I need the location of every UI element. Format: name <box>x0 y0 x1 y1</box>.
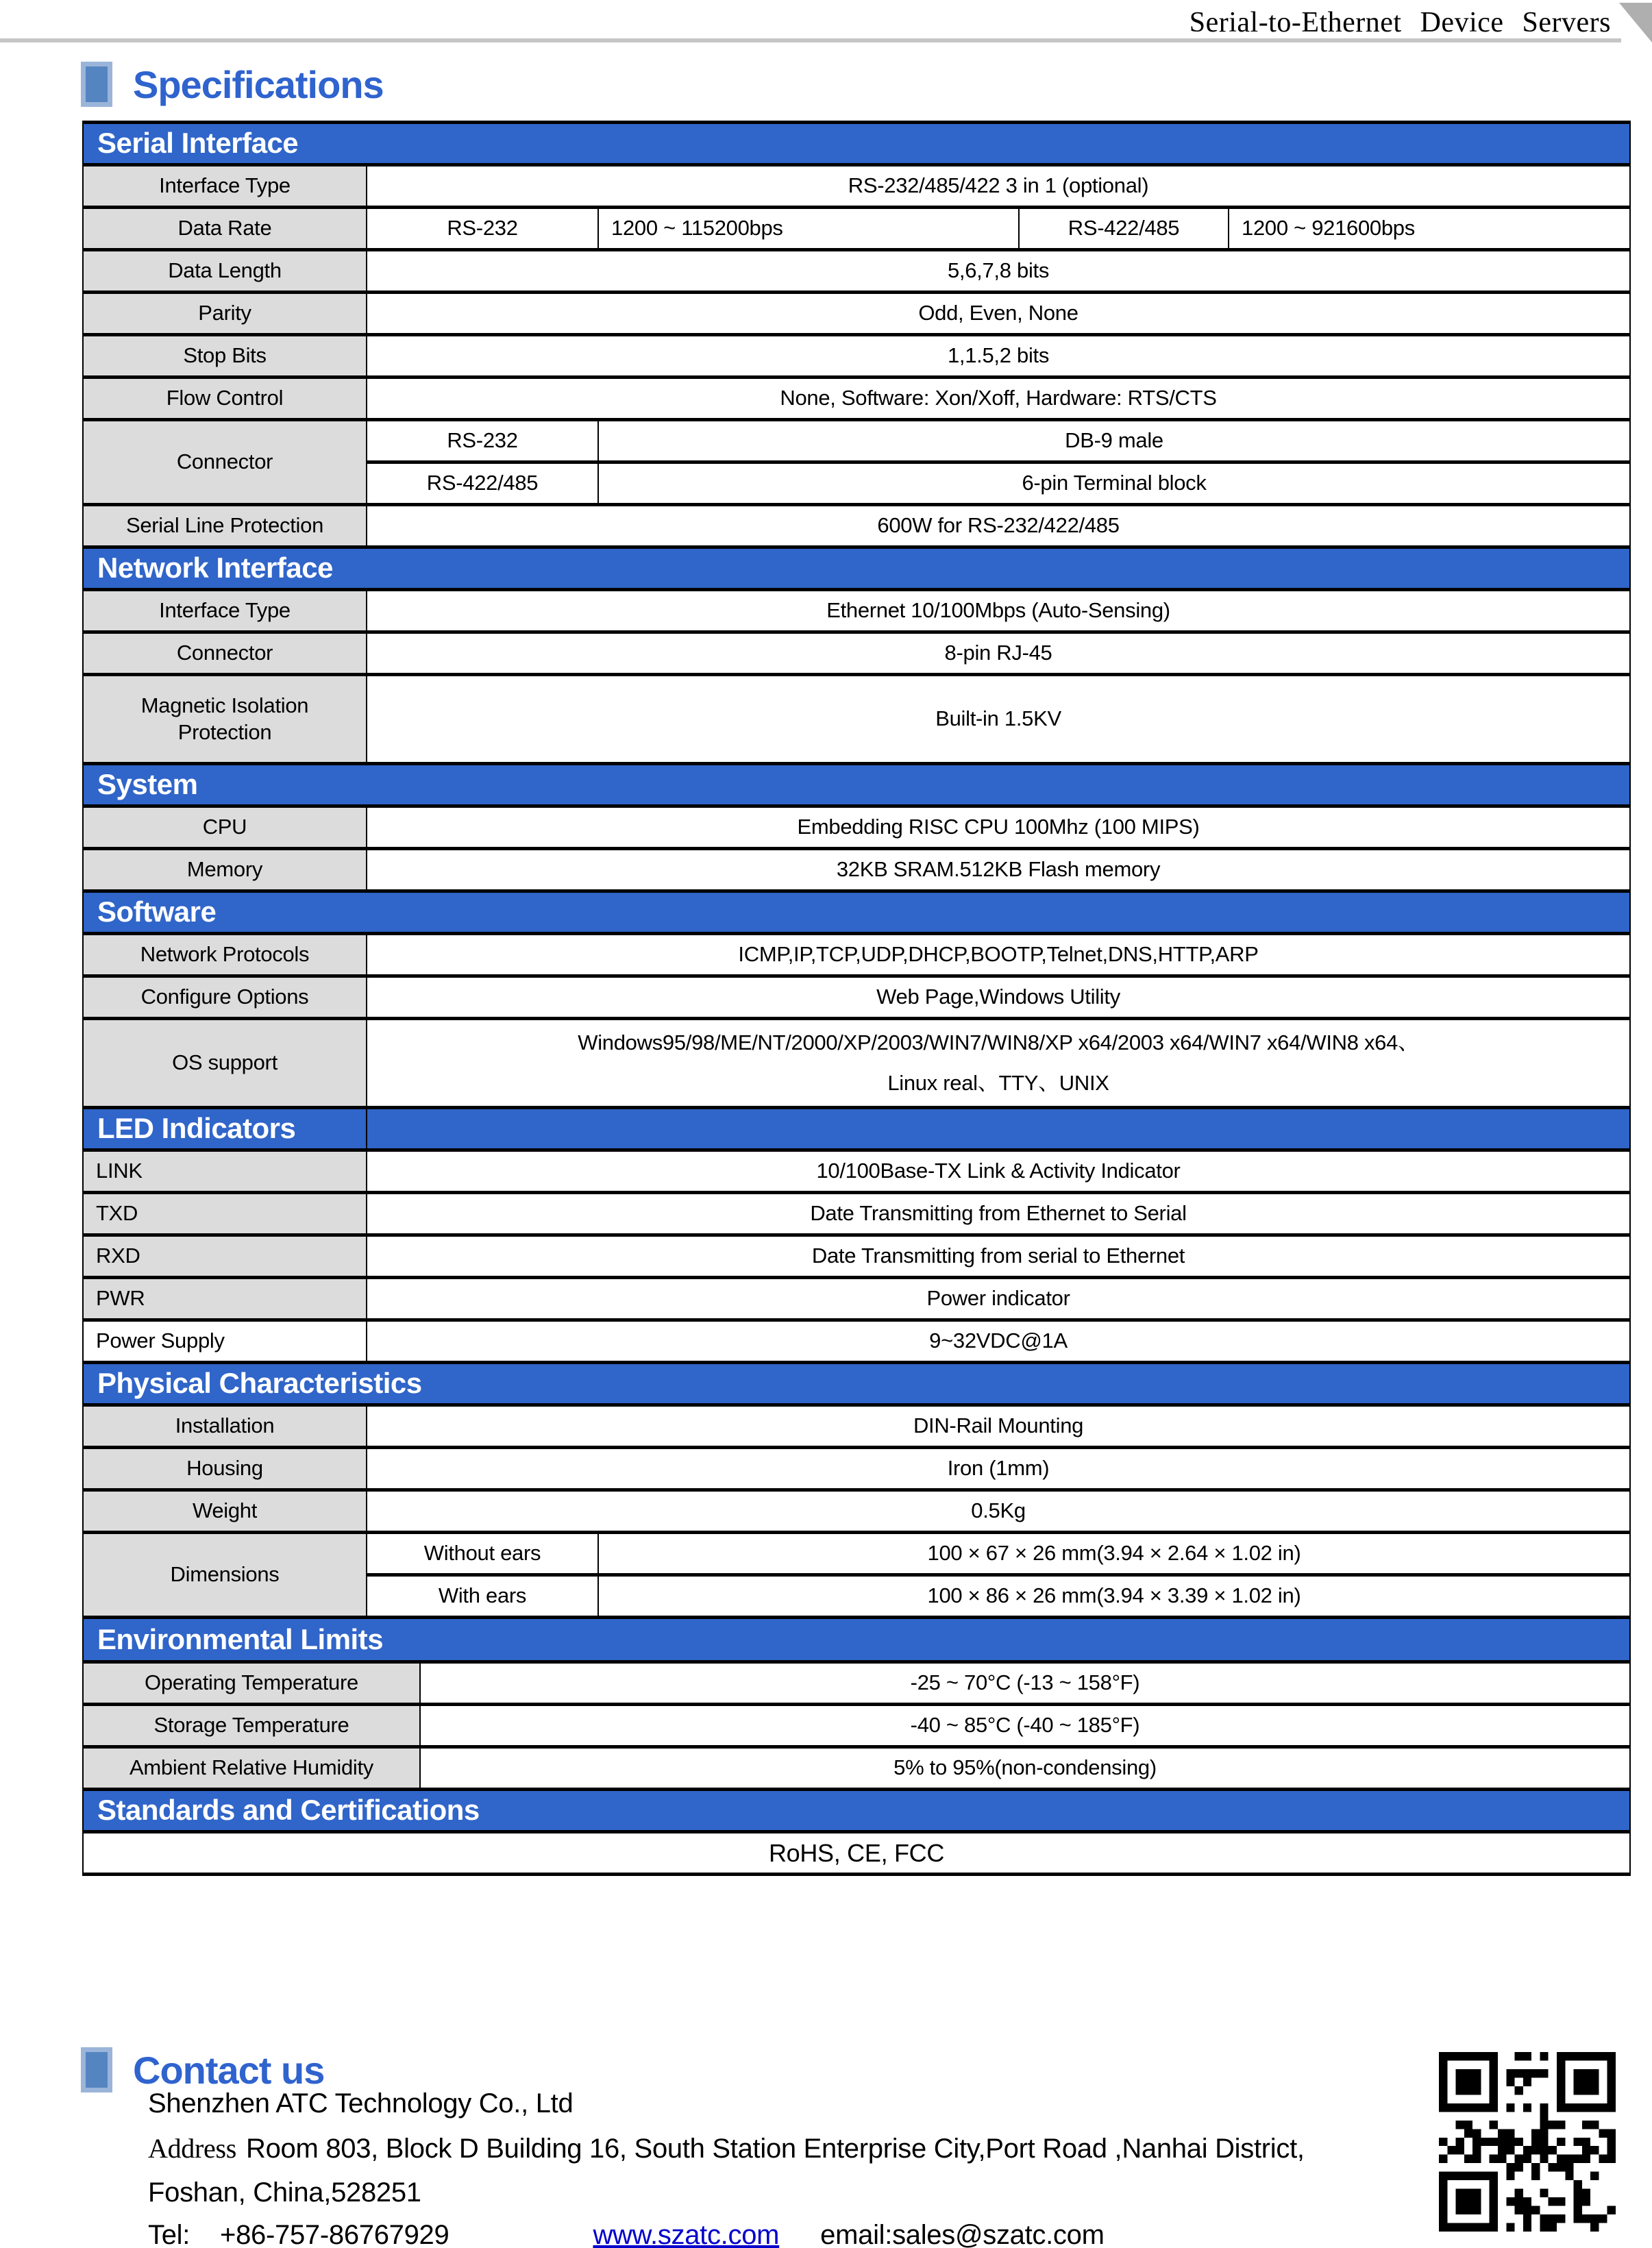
rxd-led-label: RXD <box>83 1235 367 1278</box>
contact-heading <box>81 2047 324 2092</box>
connector-key-rs232: RS-232 <box>367 420 598 462</box>
table-row <box>83 849 1630 891</box>
table-row <box>83 208 1630 250</box>
table-row <box>83 165 1630 208</box>
network-connector-label: Connector <box>83 632 367 675</box>
connector-value-rs232: DB-9 male <box>598 420 1630 462</box>
tel-label: Tel: <box>148 2220 190 2248</box>
magnetic-isolation-value: Built-in 1.5KV <box>367 675 1630 764</box>
link-led-value: 10/100Base-TX Link & Activity Indicator <box>367 1150 1630 1193</box>
table-row <box>83 934 1630 976</box>
interface-type-label: Interface Type <box>83 165 367 208</box>
connector-key-rs422: RS-422/485 <box>367 462 598 505</box>
table-row <box>83 632 1630 675</box>
os-support-value <box>367 1019 1630 1108</box>
power-supply-label: Power Supply <box>83 1320 367 1363</box>
txd-led-value: Date Transmitting from Ethernet to Serial <box>367 1193 1630 1235</box>
table-row <box>83 1704 1630 1746</box>
table-row <box>83 1448 1630 1490</box>
rxd-led-value: Date Transmitting from serial to Ethernet <box>367 1235 1630 1278</box>
section-physical-characteristics: Physical Characteristics <box>83 1363 1630 1405</box>
table-row <box>83 1831 1630 1874</box>
section-led-indicators: LED Indicators <box>83 1108 367 1150</box>
table-row <box>83 250 1630 293</box>
housing-label: Housing <box>83 1448 367 1490</box>
parity-value: Odd, Even, None <box>367 293 1630 335</box>
housing-value: Iron (1mm) <box>367 1448 1630 1490</box>
configure-options-value: Web Page,Windows Utility <box>367 976 1630 1019</box>
connector-value-rs422: 6-pin Terminal block <box>598 462 1630 505</box>
section-network-interface: Network Interface <box>83 547 1630 590</box>
memory-label: Memory <box>83 849 367 891</box>
table-row <box>83 1235 1630 1278</box>
section-system: System <box>83 764 1630 806</box>
table-row <box>83 1533 1630 1575</box>
section-led-indicators-extension <box>367 1108 1630 1150</box>
company-name: Shenzhen ATC Technology Co., Ltd <box>148 2088 574 2119</box>
tel-number: +86-757-86767929 <box>220 2220 449 2248</box>
data-length-value: 5,6,7,8 bits <box>367 250 1630 293</box>
txd-led-label: TXD <box>83 1193 367 1235</box>
weight-label: Weight <box>83 1490 367 1533</box>
dimensions-key-with-ears: With ears <box>367 1575 598 1618</box>
installation-label: Installation <box>83 1405 367 1448</box>
flow-control-label: Flow Control <box>83 378 367 420</box>
operating-temperature-value: -25 ~ 70°C (-13 ~ 158°F) <box>420 1662 1630 1704</box>
memory-value: 32KB SRAM.512KB Flash memory <box>367 849 1630 891</box>
specifications-heading-title: Specifications <box>133 62 384 106</box>
data-rate-value-rs422: 1200 ~ 921600bps <box>1229 208 1630 250</box>
pwr-led-label: PWR <box>83 1278 367 1320</box>
os-support-line1: Windows95/98/ME/NT/2000/XP/2003/WIN7/WIN8/XP x64/2003 x64/WIN7 x64/WIN8 x64、 <box>578 1030 1419 1054</box>
contact-tel-row <box>148 2220 1105 2248</box>
os-support-line2: Linux real、TTY、UNIX <box>887 1070 1109 1095</box>
operating-temperature-label: Operating Temperature <box>83 1662 420 1704</box>
table-row <box>83 1662 1630 1704</box>
pwr-led-value: Power indicator <box>367 1278 1630 1320</box>
table-row <box>83 1019 1630 1108</box>
data-length-label: Data Length <box>83 250 367 293</box>
spec-table-main <box>82 121 1631 1619</box>
address-line <box>148 2132 1305 2164</box>
installation-value: DIN-Rail Mounting <box>367 1405 1630 1448</box>
cpu-label: CPU <box>83 806 367 849</box>
storage-temperature-label: Storage Temperature <box>83 1704 420 1746</box>
dimensions-value-without-ears: 100 × 67 × 26 mm(3.94 × 2.64 × 1.02 in) <box>598 1533 1630 1575</box>
configure-options-label: Configure Options <box>83 976 367 1019</box>
network-interface-type-label: Interface Type <box>83 590 367 632</box>
table-row <box>83 1490 1630 1533</box>
table-row <box>83 1320 1630 1363</box>
dimensions-key-without-ears: Without ears <box>367 1533 598 1575</box>
table-row <box>83 505 1630 547</box>
table-row <box>83 806 1630 849</box>
network-protocols-value: ICMP,IP,TCP,UDP,DHCP,BOOTP,Telnet,DNS,HTTP,ARP <box>367 934 1630 976</box>
data-rate-value-rs232: 1200 ~ 115200bps <box>598 208 1019 250</box>
connector-label: Connector <box>83 420 367 505</box>
dimensions-label: Dimensions <box>83 1533 367 1618</box>
dimensions-value-with-ears: 100 × 86 × 26 mm(3.94 × 3.39 × 1.02 in) <box>598 1575 1630 1618</box>
stop-bits-value: 1,1.5,2 bits <box>367 335 1630 378</box>
table-row <box>83 976 1630 1019</box>
table-row <box>83 420 1630 462</box>
data-rate-key-rs232: RS-232 <box>367 208 598 250</box>
section-standards-certifications: Standards and Certifications <box>83 1789 1630 1831</box>
table-row <box>83 675 1630 764</box>
table-row <box>83 1746 1630 1789</box>
network-connector-value: 8-pin RJ-45 <box>367 632 1630 675</box>
table-row <box>83 293 1630 335</box>
table-row <box>83 1150 1630 1193</box>
address-text: Room 803, Block D Building 16, South Station Enterprise City,Port Road ,Nanhai District, <box>246 2134 1305 2164</box>
data-rate-label: Data Rate <box>83 208 367 250</box>
section-environmental-limits: Environmental Limits <box>83 1619 1630 1662</box>
power-supply-value: 9~32VDC@1A <box>367 1320 1630 1363</box>
flow-control-value: None, Software: Xon/Xoff, Hardware: RTS/CTS <box>367 378 1630 420</box>
contact-heading-title: Contact us <box>133 2048 325 2092</box>
table-row <box>83 378 1630 420</box>
serial-line-protection-value: 600W for RS-232/422/485 <box>367 505 1630 547</box>
header-rule <box>0 38 1621 42</box>
interface-type-value: RS-232/485/422 3 in 1 (optional) <box>367 165 1630 208</box>
address-city-line: Foshan, China,528251 <box>148 2177 421 2208</box>
section-serial-interface: Serial Interface <box>83 123 1630 165</box>
storage-temperature-value: -40 ~ 85°C (-40 ~ 185°F) <box>420 1704 1630 1746</box>
table-row <box>83 1405 1630 1448</box>
serial-line-protection-label: Serial Line Protection <box>83 505 367 547</box>
network-protocols-label: Network Protocols <box>83 934 367 976</box>
weight-value: 0.5Kg <box>367 1490 1630 1533</box>
document-title: Serial-to-Ethernet Device Servers <box>1189 7 1611 38</box>
table-row <box>83 1278 1630 1320</box>
page-corner-triangle-icon <box>1619 3 1652 42</box>
address-label: Address <box>148 2133 236 2164</box>
parity-label: Parity <box>83 293 367 335</box>
heading-bullet-icon <box>81 2047 112 2092</box>
table-row <box>83 590 1630 632</box>
magnetic-isolation-label: Magnetic Isolation Protection <box>83 675 367 764</box>
table-row <box>83 335 1630 378</box>
table-row <box>83 1193 1630 1235</box>
section-software: Software <box>83 891 1630 934</box>
spec-table-environmental <box>82 1619 1631 1876</box>
heading-bullet-icon <box>81 62 112 107</box>
stop-bits-label: Stop Bits <box>83 335 367 378</box>
website-link[interactable]: www.szatc.com <box>593 2220 780 2248</box>
os-support-label: OS support <box>83 1019 367 1108</box>
cpu-value: Embedding RISC CPU 100Mhz (100 MIPS) <box>367 806 1630 849</box>
network-interface-type-value: Ethernet 10/100Mbps (Auto-Sensing) <box>367 590 1630 632</box>
ambient-humidity-label: Ambient Relative Humidity <box>83 1746 420 1789</box>
data-rate-key-rs422: RS-422/485 <box>1019 208 1229 250</box>
qr-code <box>1439 2052 1616 2232</box>
certifications-value: RoHS, CE, FCC <box>83 1831 1630 1874</box>
specifications-table <box>82 121 1629 1876</box>
email-text: email:sales@szatc.com <box>820 2220 1105 2248</box>
link-led-label: LINK <box>83 1150 367 1193</box>
specifications-heading <box>81 62 384 107</box>
ambient-humidity-value: 5% to 95%(non-condensing) <box>420 1746 1630 1789</box>
